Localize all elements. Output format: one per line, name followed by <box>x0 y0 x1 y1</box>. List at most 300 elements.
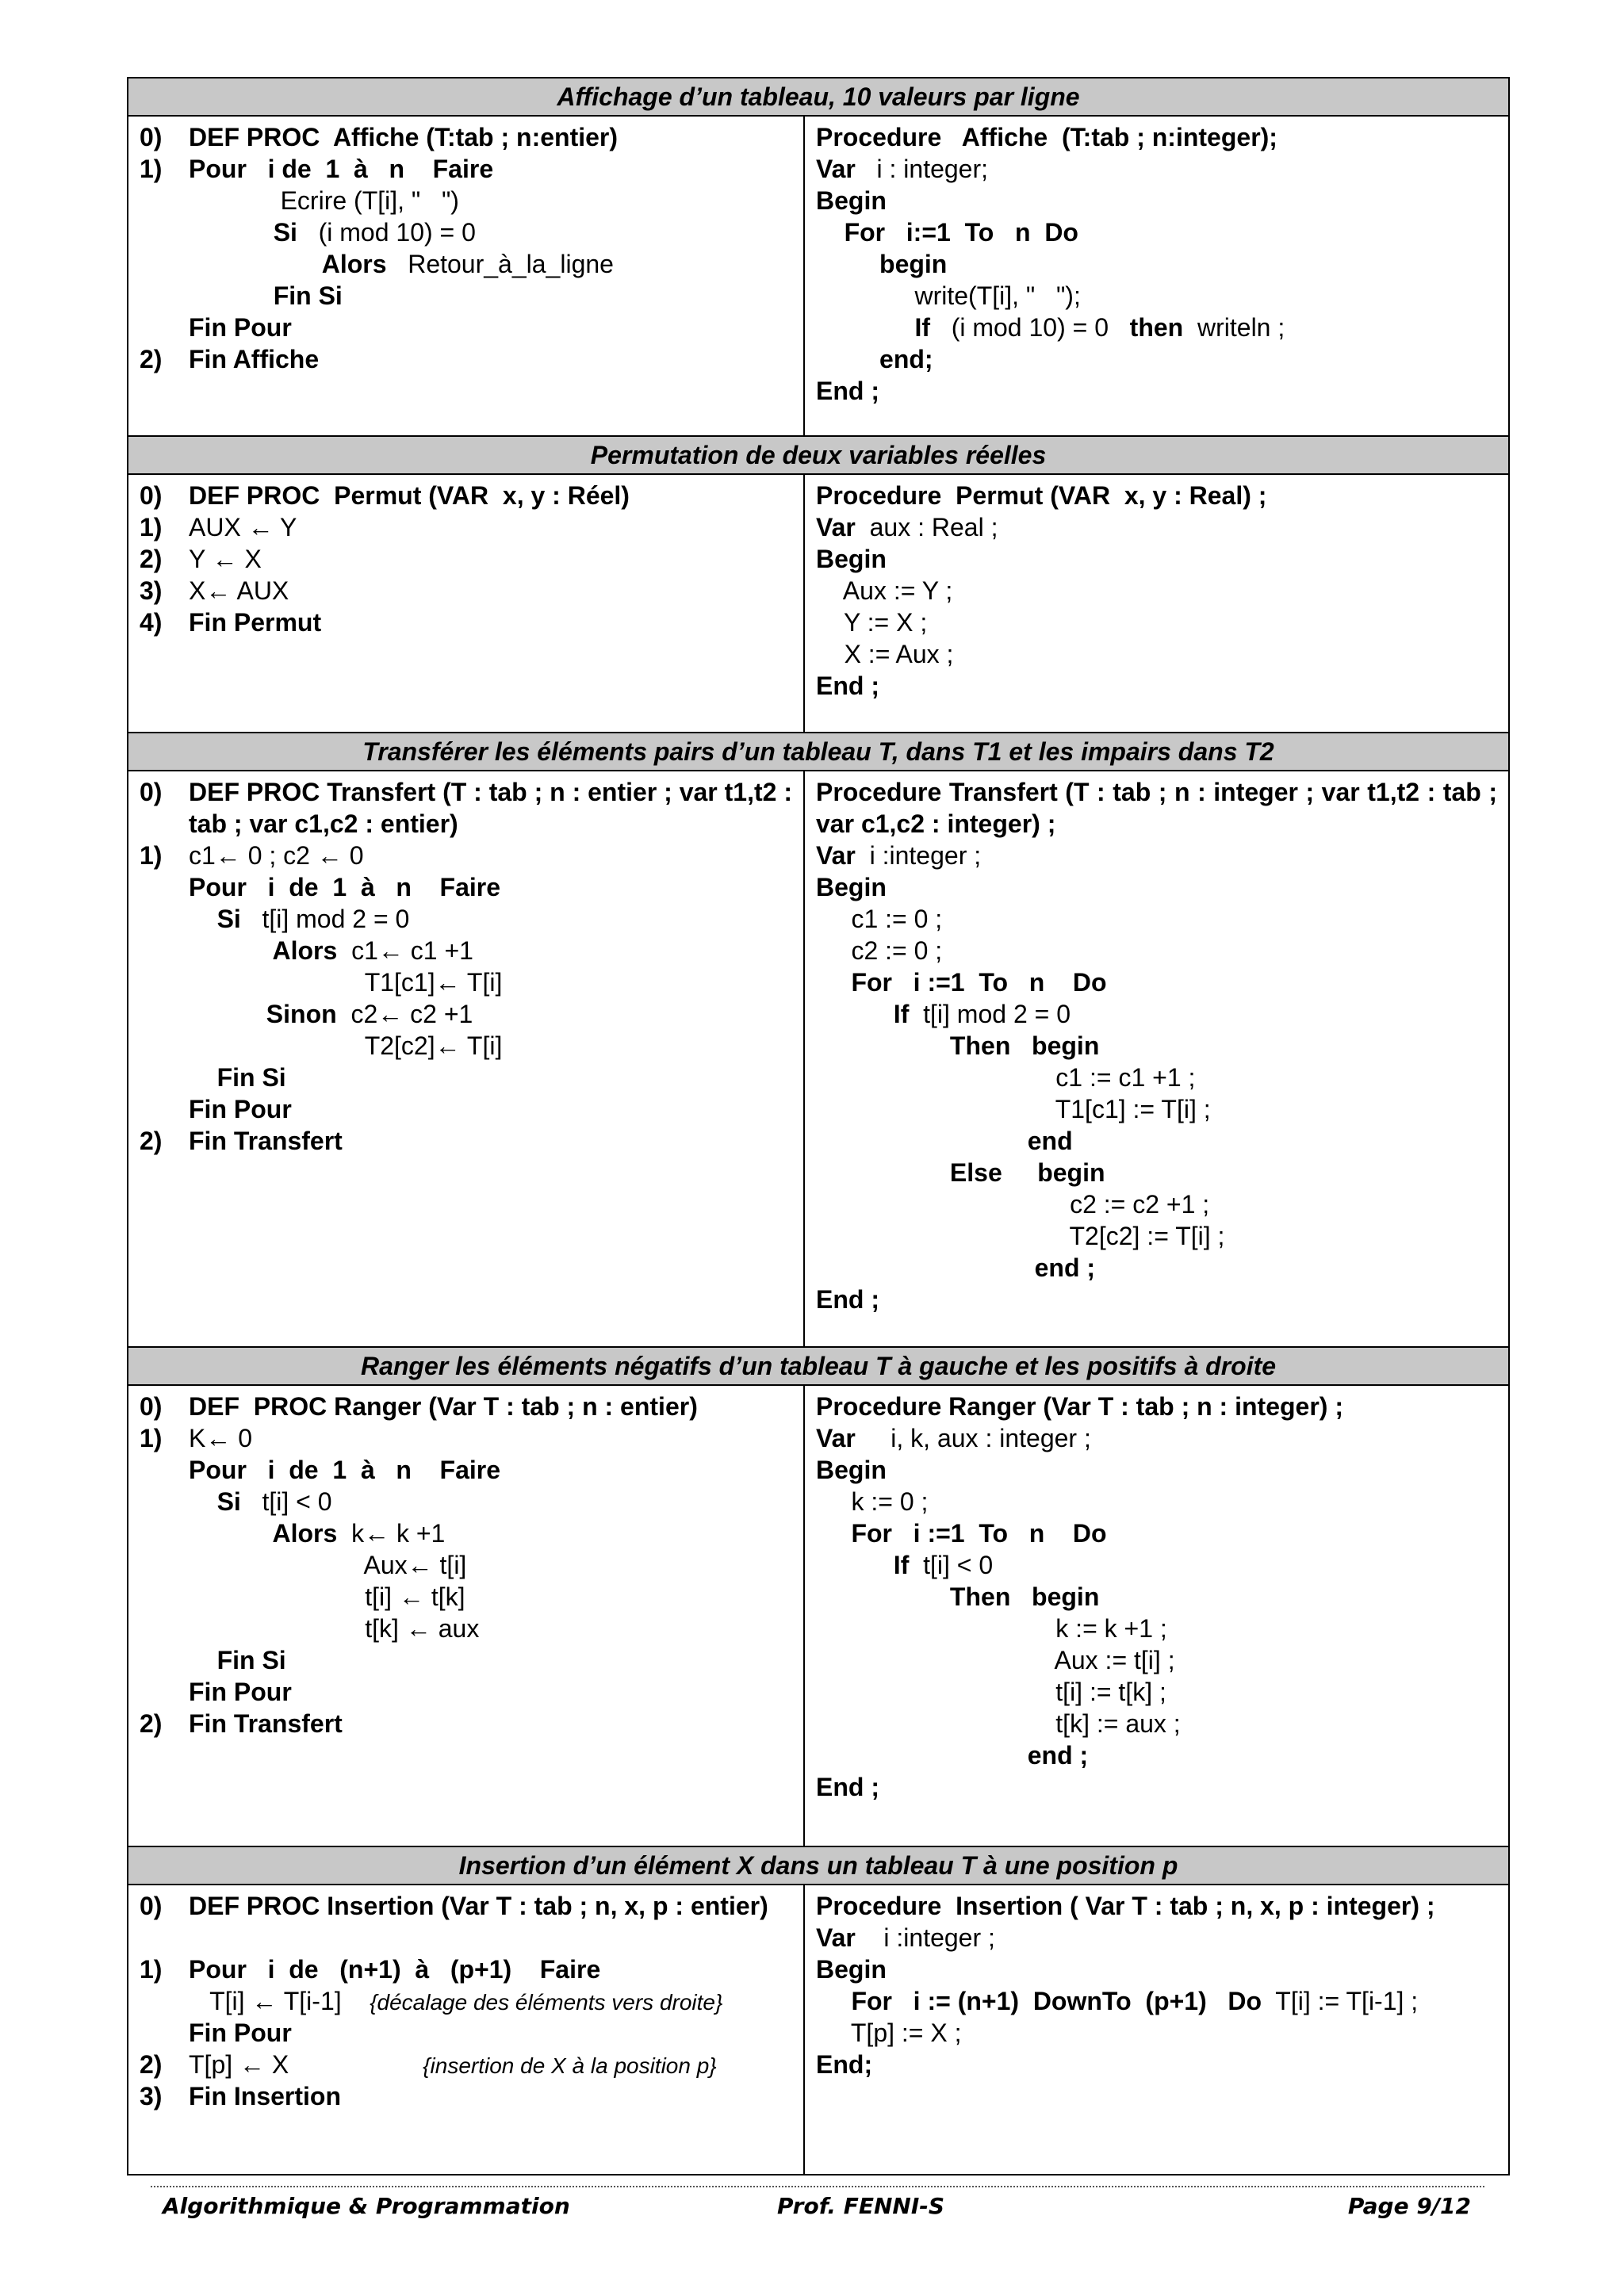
step-number: 0) <box>140 123 163 151</box>
code-text <box>189 1985 722 2017</box>
code-line <box>816 375 1497 407</box>
code-line <box>816 543 1497 575</box>
footer-page-number: Page 9/12 <box>1347 2193 1471 2219</box>
code-segment: Fin Si <box>189 281 343 310</box>
step-number <box>140 1613 189 1644</box>
code-text <box>189 280 343 312</box>
algorithm-column <box>128 117 805 435</box>
step-number: 0) <box>140 778 163 806</box>
code-text <box>816 1454 887 1486</box>
code-line <box>816 1220 1497 1252</box>
code-line <box>816 1644 1497 1676</box>
code-text <box>816 1954 887 1985</box>
code-text <box>816 1391 1343 1422</box>
code-line <box>140 312 792 343</box>
code-segment: Fin Si <box>189 1063 286 1092</box>
code-segment: Procedure Affiche (T:tab ; n:integer); <box>816 123 1277 151</box>
code-text <box>816 1549 993 1581</box>
code-segment: c2 := c2 +1 ; <box>816 1190 1210 1219</box>
code-segment: then <box>1129 313 1184 342</box>
code-text <box>816 121 1277 153</box>
step-number: 2) <box>140 2050 163 2079</box>
step-number: 1) <box>140 155 163 183</box>
code-segment: i :integer ; <box>855 1923 995 1952</box>
code-segment: end <box>816 1127 1073 1155</box>
footer-author: Prof. FENNI-S <box>777 2193 945 2219</box>
code-segment: {insertion de X à la position p} <box>423 2053 717 2078</box>
pascal-column <box>805 771 1508 1346</box>
code-segment: T[p] := X ; <box>816 2019 962 2047</box>
code-line <box>816 1613 1497 1644</box>
code-text <box>816 1739 1088 1771</box>
code-segment: End ; <box>816 672 879 700</box>
code-line <box>816 1454 1497 1486</box>
code-line <box>816 1581 1497 1613</box>
step-number: 0) <box>140 1892 163 1920</box>
code-segment: Fin Pour <box>189 2019 292 2047</box>
code-text <box>189 2080 341 2112</box>
code-segment: For i:=1 To n Do <box>816 218 1078 247</box>
section-5 <box>128 1847 1508 2174</box>
code-segment: Procedure Transfert (T : tab ; n : integer ; var t1,t2 : tab ; var c1,c2 : integer) ; <box>816 778 1497 838</box>
code-segment: (i mod 10) = 0 <box>297 218 476 247</box>
code-text <box>816 1922 995 1954</box>
code-text <box>189 153 493 185</box>
code-text <box>189 216 476 248</box>
section-3 <box>128 733 1508 1348</box>
step-number: 0) <box>140 481 163 510</box>
step-number <box>140 1644 189 1676</box>
code-line <box>816 1422 1497 1454</box>
code-line <box>140 998 792 1030</box>
code-segment: If <box>816 1000 910 1028</box>
code-line <box>140 121 792 153</box>
code-line <box>816 1739 1497 1771</box>
code-segment: End ; <box>816 377 879 405</box>
code-text <box>816 966 1107 998</box>
code-line <box>816 1486 1497 1517</box>
code-line <box>140 248 792 280</box>
code-segment: Fin Affiche <box>189 345 320 373</box>
code-line <box>140 1890 792 1954</box>
footer-course-title: Algorithmique & Programmation <box>163 2193 570 2219</box>
step-number <box>140 1581 189 1613</box>
code-text <box>189 1391 698 1422</box>
code-segment: Procedure Insertion ( Var T : tab ; n, x, p : integer) ; <box>816 1892 1435 1920</box>
code-segment: Fin Si <box>189 1646 286 1674</box>
code-text <box>816 998 1071 1030</box>
code-segment: Fin Insertion <box>189 2082 341 2110</box>
code-segment: writeln ; <box>1183 313 1285 342</box>
code-segment: T[p] ← X <box>189 2050 423 2079</box>
code-segment: DEF PROC Affiche (T:tab ; n:entier) <box>189 123 619 151</box>
code-segment: End; <box>816 2050 873 2079</box>
code-line <box>140 2017 792 2049</box>
section-title: Ranger les éléments négatifs d’un tableau T à gauche et les positifs à droite <box>128 1348 1508 1386</box>
step-number: 2) <box>140 345 163 373</box>
section-4 <box>128 1348 1508 1847</box>
code-line <box>140 575 792 607</box>
code-text <box>189 2017 292 2049</box>
code-text <box>189 121 618 153</box>
step-number <box>140 1676 189 1708</box>
code-segment: T2[c2]← T[i] <box>189 1031 503 1060</box>
code-segment: Var <box>816 1923 856 1952</box>
code-text <box>189 935 473 966</box>
code-line <box>140 1391 792 1422</box>
code-text <box>816 1644 1175 1676</box>
code-segment: c2← c2 +1 <box>336 1000 473 1028</box>
code-text <box>816 1486 928 1517</box>
code-text <box>189 1030 502 1062</box>
step-number: 3) <box>140 576 163 605</box>
code-line <box>816 216 1497 248</box>
code-segment: c1 := c1 +1 ; <box>816 1063 1196 1092</box>
code-text <box>816 543 887 575</box>
code-line <box>140 153 792 185</box>
code-line <box>140 1581 792 1613</box>
step-number <box>140 871 189 903</box>
code-segment: Begin <box>816 1955 887 1984</box>
section-title: Affichage d’un tableau, 10 valeurs par ligne <box>128 78 1508 117</box>
code-line <box>816 2017 1497 2049</box>
code-text <box>189 1954 600 1985</box>
code-segment: Fin Permut <box>189 608 322 637</box>
code-line <box>140 543 792 575</box>
code-line <box>140 2049 792 2080</box>
code-segment: DEF PROC Transfert (T : tab ; n : entier ; var t1,t2 : tab ; var c1,c2 : entier) <box>189 778 792 838</box>
code-line <box>140 2080 792 2112</box>
code-text <box>189 312 292 343</box>
algorithm-column <box>128 771 805 1346</box>
step-number <box>140 935 189 966</box>
code-text <box>816 1188 1209 1220</box>
code-line <box>816 575 1497 607</box>
code-line <box>816 1062 1497 1093</box>
code-line <box>816 1549 1497 1581</box>
code-segment: i :integer ; <box>855 841 982 870</box>
code-segment: Begin <box>816 545 887 573</box>
step-number <box>140 903 189 935</box>
code-segment: Begin <box>816 186 887 215</box>
code-line <box>140 1422 792 1454</box>
code-text <box>189 1517 445 1549</box>
code-segment: End ; <box>816 1285 879 1314</box>
code-segment: DEF PROC Ranger (Var T : tab ; n : entier) <box>189 1392 698 1421</box>
code-segment: (i mod 10) = 0 <box>930 313 1130 342</box>
section-title: Transférer les éléments pairs d’un tableau T, dans T1 et les impairs dans T2 <box>128 733 1508 771</box>
code-text <box>189 248 614 280</box>
code-segment: If <box>816 1551 910 1579</box>
code-text <box>189 998 473 1030</box>
code-segment: write(T[i], " "); <box>816 281 1081 310</box>
code-segment: T2[c2] := T[i] ; <box>816 1222 1225 1250</box>
code-line <box>816 1922 1497 1954</box>
code-text <box>189 1644 286 1676</box>
step-number <box>140 216 189 248</box>
code-text <box>189 1062 286 1093</box>
step-number: 1) <box>140 1955 163 1984</box>
code-segment: Begin <box>816 873 887 901</box>
code-line <box>140 840 792 871</box>
code-line <box>140 280 792 312</box>
code-line <box>816 1517 1497 1549</box>
code-line <box>140 1985 792 2017</box>
code-text <box>189 185 459 216</box>
code-line <box>816 1676 1497 1708</box>
code-segment: t[i] := t[k] ; <box>816 1678 1166 1706</box>
code-line <box>816 1708 1497 1739</box>
code-segment: end; <box>816 345 933 373</box>
code-text <box>189 1581 465 1613</box>
code-segment: Var <box>816 513 856 541</box>
code-text <box>816 1422 1091 1454</box>
code-text <box>816 2017 961 2049</box>
code-segment: K← 0 <box>189 1424 253 1452</box>
code-text <box>816 185 887 216</box>
pascal-column <box>805 117 1508 435</box>
code-line <box>140 1062 792 1093</box>
algorithm-column <box>128 475 805 732</box>
code-text <box>816 607 927 638</box>
code-line <box>816 1284 1497 1315</box>
code-segment: Retour_à_la_ligne <box>386 250 614 278</box>
code-segment: Si <box>189 905 241 933</box>
step-number <box>140 998 189 1030</box>
code-segment: Then begin <box>816 1582 1100 1611</box>
step-number: 0) <box>140 1392 163 1421</box>
code-segment: k← k +1 <box>337 1519 446 1548</box>
code-line <box>140 935 792 966</box>
code-line <box>816 511 1497 543</box>
code-text <box>816 670 879 702</box>
code-text <box>816 1708 1181 1739</box>
step-number <box>140 1030 189 1062</box>
code-line <box>140 1125 792 1157</box>
code-segment: t[k] := aux ; <box>816 1709 1181 1738</box>
code-line <box>816 343 1497 375</box>
code-line <box>816 1093 1497 1125</box>
code-line <box>816 776 1497 840</box>
code-line <box>816 670 1497 702</box>
code-line <box>140 1954 792 1985</box>
code-text <box>816 343 933 375</box>
code-text <box>189 1676 292 1708</box>
code-text <box>816 1284 879 1315</box>
step-number: 4) <box>140 608 163 637</box>
code-line <box>816 1030 1497 1062</box>
step-number <box>140 280 189 312</box>
code-line <box>816 935 1497 966</box>
code-segment: Fin Pour <box>189 1678 292 1706</box>
step-number: 2) <box>140 1709 163 1738</box>
code-line <box>816 280 1497 312</box>
code-segment: Y := X ; <box>816 608 928 637</box>
code-text <box>816 1062 1195 1093</box>
code-text <box>189 2049 717 2080</box>
code-line <box>816 1252 1497 1284</box>
code-line <box>816 1125 1497 1157</box>
code-text <box>816 1220 1224 1252</box>
code-text <box>816 280 1081 312</box>
code-segment: t[k] ← aux <box>189 1614 480 1643</box>
code-text <box>189 1093 292 1125</box>
code-segment: For i :=1 To n Do <box>816 1519 1107 1548</box>
step-number: 2) <box>140 1127 163 1155</box>
code-line <box>140 343 792 375</box>
code-text <box>816 776 1497 840</box>
code-text <box>816 1157 1105 1188</box>
code-segment: For i := (n+1) DownTo (p+1) Do <box>816 1987 1262 2015</box>
code-segment: t[i] mod 2 = 0 <box>909 1000 1071 1028</box>
code-segment: DEF PROC Insertion (Var T : tab ; n, x, p : entier) <box>189 1892 768 1920</box>
code-segment: Procedure Ranger (Var T : tab ; n : integer) ; <box>816 1392 1343 1421</box>
code-line <box>816 1157 1497 1188</box>
code-segment: Begin <box>816 1456 887 1484</box>
code-segment: DEF PROC Permut (VAR x, y : Réel) <box>189 481 630 510</box>
code-text <box>816 375 879 407</box>
code-segment: Pour i de 1 à n Faire <box>189 873 500 901</box>
code-text <box>189 1454 500 1486</box>
code-text <box>189 343 319 375</box>
code-segment: Fin Transfert <box>189 1709 343 1738</box>
code-segment: If <box>816 313 931 342</box>
code-text <box>189 1486 332 1517</box>
algorithm-column <box>128 1885 805 2174</box>
code-segment: Y ← X <box>189 545 262 573</box>
code-line <box>816 121 1497 153</box>
code-text <box>189 1708 343 1739</box>
code-text <box>816 903 942 935</box>
step-number <box>140 248 189 280</box>
code-line <box>816 998 1497 1030</box>
code-line <box>816 903 1497 935</box>
step-number: 2) <box>140 545 163 573</box>
code-segment: Si <box>189 1487 241 1516</box>
code-line <box>816 480 1497 511</box>
code-line <box>816 607 1497 638</box>
section-title: Insertion d’un élément X dans un tableau T à une position p <box>128 1847 1508 1885</box>
code-text <box>816 312 1285 343</box>
code-line <box>140 903 792 935</box>
code-segment: Sinon <box>189 1000 337 1028</box>
code-line <box>140 511 792 543</box>
code-segment: t[i] mod 2 = 0 <box>240 905 410 933</box>
code-line <box>816 1188 1497 1220</box>
code-text <box>189 511 297 543</box>
code-segment: Si <box>189 218 297 247</box>
code-line <box>140 1030 792 1062</box>
code-line <box>140 776 792 840</box>
footer-divider <box>151 2186 1484 2187</box>
step-number <box>140 1486 189 1517</box>
code-segment: k := 0 ; <box>816 1487 929 1516</box>
code-line <box>140 607 792 638</box>
code-line <box>140 1093 792 1125</box>
code-segment: AUX ← Y <box>189 513 297 541</box>
code-segment: Alors <box>189 936 338 965</box>
code-segment: Var <box>816 841 856 870</box>
code-text <box>816 1676 1166 1708</box>
code-line <box>816 248 1497 280</box>
code-line <box>140 1517 792 1549</box>
code-text <box>816 1093 1211 1125</box>
step-number <box>140 1062 189 1093</box>
code-segment: Fin Pour <box>189 313 292 342</box>
code-line <box>816 638 1497 670</box>
code-line <box>140 480 792 511</box>
code-text <box>816 638 953 670</box>
code-segment: End ; <box>816 1773 879 1801</box>
code-line <box>816 1954 1497 1985</box>
code-text <box>816 216 1078 248</box>
code-text <box>816 1125 1073 1157</box>
code-line <box>140 1613 792 1644</box>
step-number <box>140 2017 189 2049</box>
code-segment: T1[c1]← T[i] <box>189 968 503 997</box>
code-line <box>816 1985 1497 2017</box>
code-text <box>816 1030 1099 1062</box>
code-text <box>189 1890 792 1954</box>
code-text <box>189 607 321 638</box>
code-text <box>816 248 947 280</box>
code-segment: Alors <box>189 250 387 278</box>
code-line <box>140 216 792 248</box>
code-text <box>816 2049 872 2080</box>
code-segment: T[i] ← T[i-1] <box>189 1987 370 2015</box>
code-segment: c1← c1 +1 <box>337 936 473 965</box>
code-segment: Then begin <box>816 1031 1100 1060</box>
step-number: 1) <box>140 841 163 870</box>
code-text <box>816 575 952 607</box>
code-line <box>140 1676 792 1708</box>
code-line <box>140 1549 792 1581</box>
code-segment: Else begin <box>816 1158 1105 1187</box>
code-segment: i : integer; <box>855 155 989 183</box>
code-segment: Procedure Permut (VAR x, y : Real) ; <box>816 481 1267 510</box>
step-number: 1) <box>140 513 163 541</box>
code-segment: begin <box>816 250 948 278</box>
code-segment: c1← 0 ; c2 ← 0 <box>189 841 364 870</box>
code-line <box>140 185 792 216</box>
step-number <box>140 1454 189 1486</box>
code-segment: Fin Transfert <box>189 1127 343 1155</box>
pascal-column <box>805 1386 1508 1846</box>
code-segment: t[i] < 0 <box>909 1551 994 1579</box>
step-number <box>140 1517 189 1549</box>
step-number <box>140 966 189 998</box>
code-text <box>189 575 289 607</box>
code-text <box>816 1517 1107 1549</box>
code-segment: For i :=1 To n Do <box>816 968 1107 997</box>
code-text <box>816 840 981 871</box>
step-number <box>140 1093 189 1125</box>
code-text <box>816 1985 1418 2017</box>
section-1 <box>128 78 1508 437</box>
algorithm-column <box>128 1386 805 1846</box>
step-number <box>140 1985 189 2017</box>
code-text <box>816 1890 1435 1922</box>
code-segment: i, k, aux : integer ; <box>855 1424 1091 1452</box>
procedures-table <box>127 77 1510 2175</box>
code-segment: T1[c1] := T[i] ; <box>816 1095 1211 1123</box>
code-line <box>140 1644 792 1676</box>
code-text <box>189 1422 252 1454</box>
code-segment: Aux := Y ; <box>816 576 953 605</box>
code-line <box>816 312 1497 343</box>
code-text <box>816 480 1266 511</box>
code-text <box>189 1613 479 1644</box>
